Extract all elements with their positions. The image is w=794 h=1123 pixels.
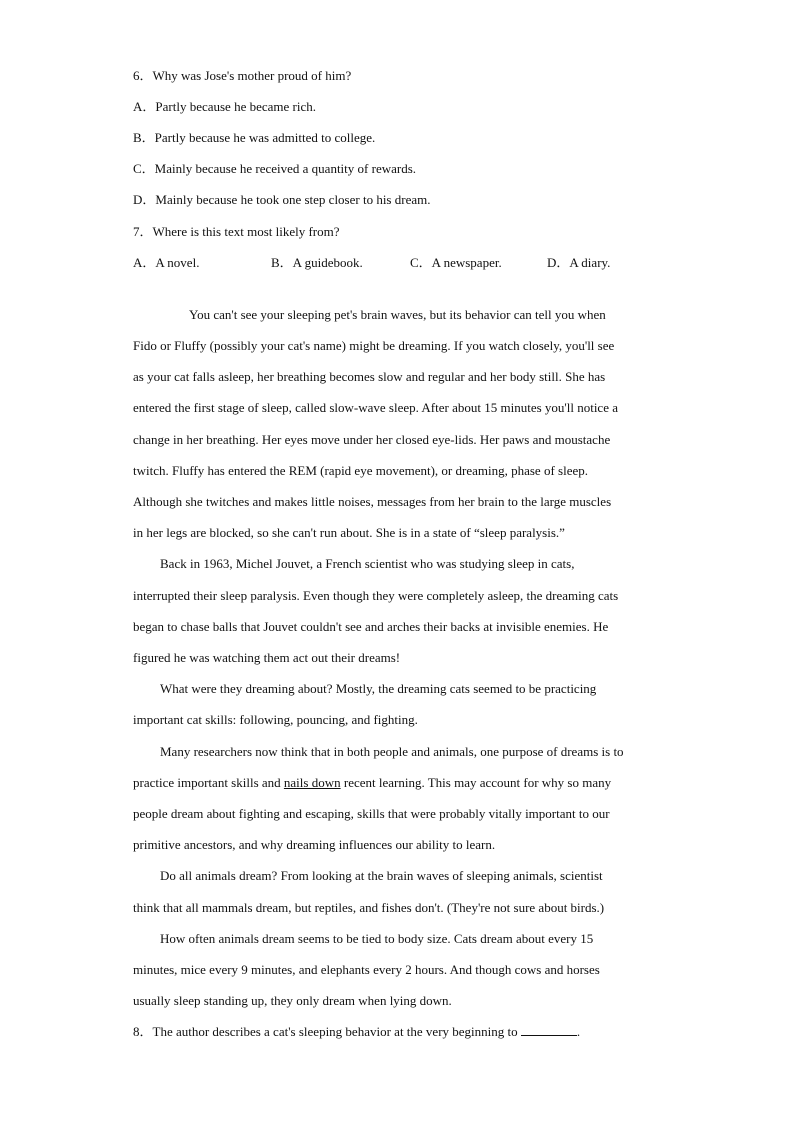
passage-p1-line: twitch. Fluffy has entered the REM (rapid eye movement), or dreaming, phase of sleep. [133,463,588,478]
passage-p2-line: interrupted their sleep paralysis. Even though they were completely asleep, the dreaming cats [133,588,619,603]
passage-p4-line: people dream about fighting and escaping, skills that were probably vitally important to our [133,806,610,821]
underlined-phrase: nails down [283,775,341,790]
passage-p6-line: How often animals dream seems to be tied to body size. Cats dream about every 15 [160,931,594,946]
passage-p5-line: think that all mammals dream, but reptiles, and fishes don't. (They're not sure about birds.) [133,900,605,915]
question-7-option-d: D．A diary. [547,255,611,270]
passage-p1-line: Although she twitches and makes little noises, messages from her brain to the large muscles [133,494,612,509]
question-7-stem: 7．Where is this text most likely from? [133,224,340,239]
question-7-option-c: C．A newspaper. [410,255,502,270]
question-7-option-a: A．A novel. [133,255,200,270]
passage-p6-line: minutes, mice every 9 minutes, and elephants every 2 hours. And though cows and horses [133,962,600,977]
question-8-text: 8．The author describes a cat's sleeping behavior at the very beginning to [133,1024,518,1039]
passage-p4-line: Many researchers now think that in both people and animals, one purpose of dreams is to [160,744,624,759]
passage-p1-line: in her legs are blocked, so she can't run about. She is in a state of “sleep paralysis.” [133,525,565,540]
passage-p1-line: entered the first stage of sleep, called slow-wave sleep. After about 15 minutes you'll notice a [133,400,618,415]
question-6-option-d: D．Mainly because he took one step closer to his dream. [133,192,431,207]
passage-p4-text: recent learning. This may account for why so many [340,775,612,790]
passage-p4-line: primitive ancestors, and why dreaming influences our ability to learn. [133,837,496,852]
question-6-option-a: A．Partly because he became rich. [133,99,317,114]
passage-p2-line: Back in 1963, Michel Jouvet, a French scientist who was studying sleep in cats, [160,556,575,571]
question-6-option-b: B．Partly because he was admitted to college. [133,130,376,145]
passage-p1-line: Fido or Fluffy (possibly your cat's name) might be dreaming. If you watch closely, you'll see [133,338,615,353]
passage-p3-line: What were they dreaming about? Mostly, the dreaming cats seemed to be practicing [160,681,597,696]
passage-p4-line [133,775,611,791]
passage-p4-text: practice important skills and [133,775,284,790]
answer-blank [521,1024,577,1036]
question-6-option-c: C．Mainly because he received a quantity of rewards. [133,161,417,176]
passage-p1-line: You can't see your sleeping pet's brain waves, but its behavior can tell you when [189,307,606,322]
question-7-option-b: B．A guidebook. [271,255,363,270]
passage-p2-line: figured he was watching them act out their dreams! [133,650,401,665]
passage-p1-line: change in her breathing. Her eyes move under her closed eye-lids. Her paws and moustache [133,432,611,447]
passage-p1-line: as your cat falls asleep, her breathing becomes slow and regular and her body still. She has [133,369,606,384]
question-6-stem: 6．Why was Jose's mother proud of him? [133,68,352,83]
question-8-stem: 8．The author describes a cat's sleeping behavior at the very beginning to . [133,1024,581,1039]
passage-p6-line: usually sleep standing up, they only dream when lying down. [133,993,452,1008]
question-7-options [133,255,693,271]
passage-p5-line: Do all animals dream? From looking at the brain waves of sleeping animals, scientist [160,868,603,883]
passage-p3-line: important cat skills: following, pouncing, and fighting. [133,712,418,727]
passage-p2-line: began to chase balls that Jouvet couldn't see and arches their backs at invisible enemies. He [133,619,609,634]
